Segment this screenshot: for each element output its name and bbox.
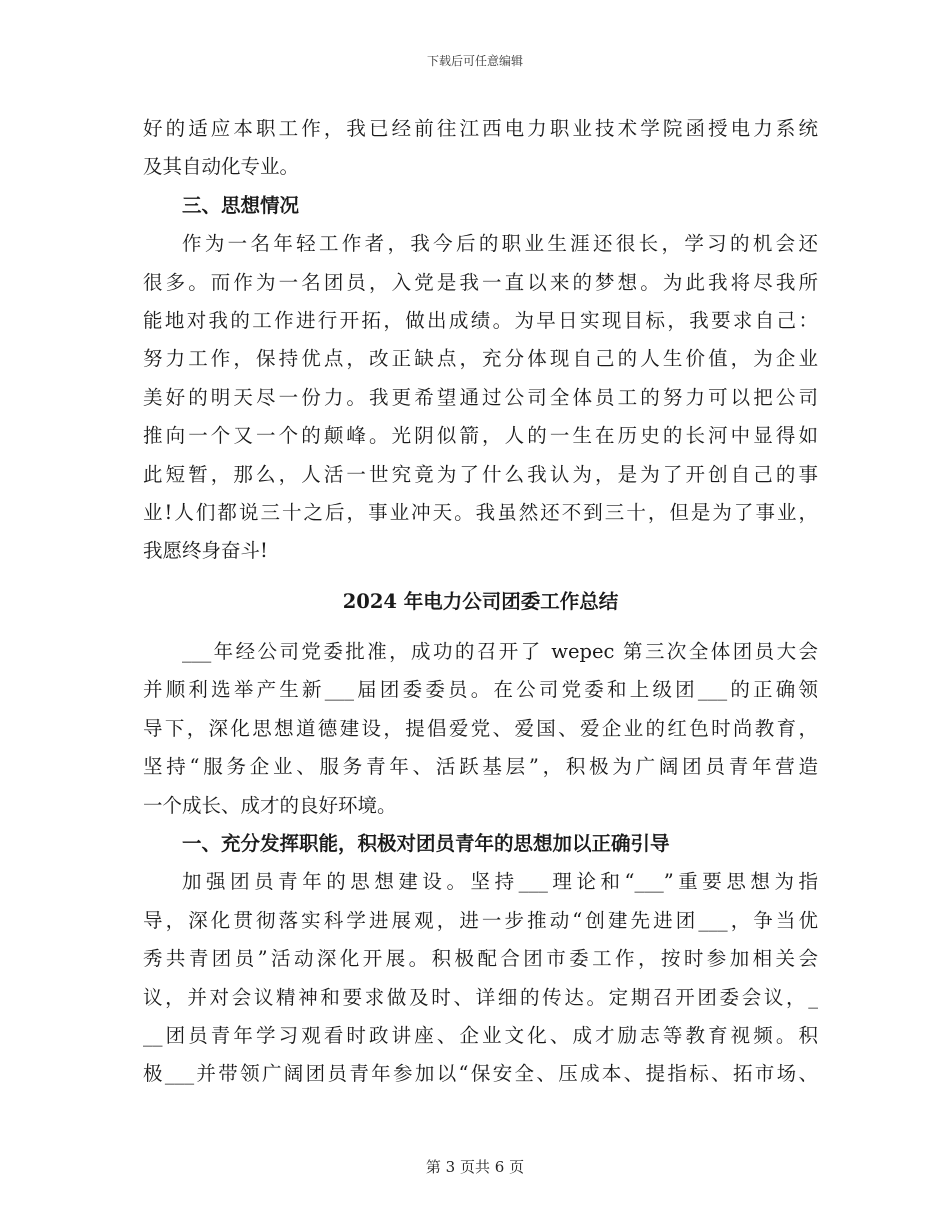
paragraph-line: 一个成长、成才的良好环境。 [143, 793, 397, 817]
paragraph-line: 坚持“服务企业、服务青年、活跃基层”，积极为广阔团员青年营造 [143, 755, 818, 779]
paragraph-line: 极___并带领广阔团员青年参加以“保安全、压成本、提指标、拓市场、 [143, 1062, 818, 1086]
paragraph-line: 我愿终身奋斗! [143, 539, 268, 563]
paragraph-line: 并顺利选举产生新___届团委委员。在公司党委和上级团___的正确领 [143, 678, 818, 702]
paragraph-line: 导下，深化思想道德建设，提倡爱党、爱国、爱企业的红色时尚教育， [143, 716, 818, 740]
paragraph-line: 此短暂，那么，人活一世究竟为了什么我认为，是为了开创自己的事 [143, 462, 818, 486]
paragraph-line: 作为一名年轻工作者，我今后的职业生涯还很长，学习的机会还 [182, 232, 818, 256]
document-title: 2024 年电力公司团委工作总结 [342, 589, 619, 613]
paragraph-line: 议，并对会议精神和要求做及时、详细的传达。定期召开团委会议，_ [143, 985, 818, 1009]
section-heading: 三、思想情况 [182, 193, 300, 217]
page-number: 第 3 页共 6 页 [425, 1158, 525, 1176]
section-heading: 一、充分发挥职能，积极对团员青年的思想加以正确引导 [182, 832, 670, 856]
paragraph-line: 美好的明天尽一份力。我更希望通过公司全体员工的努力可以把公司 [143, 385, 818, 409]
document-body [143, 110, 818, 1094]
paragraph-line: 推向一个又一个的颠峰。光阴似箭，人的一生在历史的长河中显得如 [143, 424, 818, 448]
paragraph-line: 业!人们都说三十之后，事业冲天。我虽然还不到三十，但是为了事业， [143, 500, 818, 524]
paragraph-line: 秀共青团员”活动深化开展。积极配合团市委工作，按时参加相关会 [143, 947, 818, 971]
paragraph-line: 能地对我的工作进行开拓，做出成绩。为早日实现目标，我要求自己： [143, 308, 818, 332]
paragraph-line: 及其自动化专业。 [143, 155, 300, 179]
paragraph-line: 导，深化贯彻落实科学进展观，进一步推动“创建先进团___，争当优 [143, 908, 818, 932]
paragraph-line: 很多。而作为一名团员，入党是我一直以来的梦想。为此我将尽我所 [143, 270, 818, 294]
paragraph-line: ___年经公司党委批准，成功的召开了 wepec 第三次全体团员大会 [182, 640, 818, 664]
paragraph-line: 努力工作，保持优点，改正缺点，充分体现自己的人生价值，为企业 [143, 347, 818, 371]
paragraph-line: 好的适应本职工作，我已经前往江西电力职业技术学院函授电力系统 [143, 117, 818, 140]
paragraph-line: 加强团员青年的思想建设。坚持___理论和“___”重要思想为指 [182, 870, 818, 894]
paragraph-line: __团员青年学习观看时政讲座、企业文化、成才励志等教育视频。积 [143, 1023, 818, 1047]
page-header: 下载后可任意编辑 [426, 54, 523, 68]
